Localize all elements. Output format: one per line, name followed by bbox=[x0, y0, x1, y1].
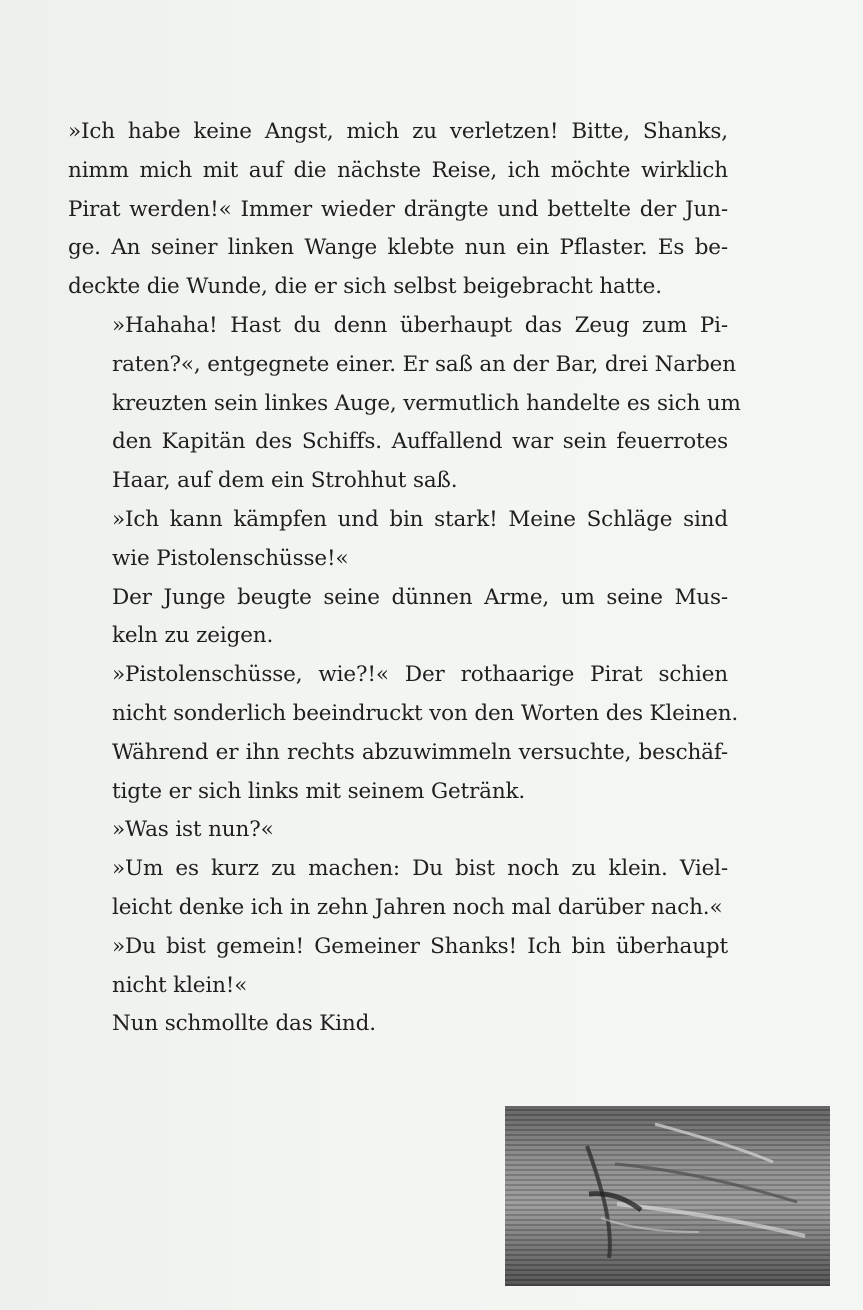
text-line: »Was ist nun?« bbox=[112, 817, 274, 843]
paragraph bbox=[68, 113, 728, 307]
text-line: deckte die Wunde, die er sich selbst beigebracht hatte. bbox=[68, 274, 662, 300]
text-line: »Pistolenschüsse, wie?!« Der rothaarige Pirat schien bbox=[112, 662, 728, 688]
text-line: Haar, auf dem ein Strohhut saß. bbox=[112, 468, 458, 494]
body-text bbox=[68, 113, 741, 1044]
text-line: keln zu zeigen. bbox=[112, 623, 274, 649]
paragraph bbox=[68, 928, 728, 1006]
text-line: tigte er sich links mit seinem Getränk. bbox=[112, 778, 526, 804]
paragraph bbox=[68, 811, 728, 850]
illustration-fragment bbox=[505, 1106, 830, 1286]
text-line: Der Junge beugte seine dünnen Arme, um seine Mus- bbox=[112, 584, 728, 610]
text-line: Pirat werden!« Immer wieder drängte und bettelte der Jun- bbox=[68, 196, 728, 222]
text-line: »Hahaha! Hast du denn überhaupt das Zeug zum Pi- bbox=[112, 312, 728, 338]
text-line: den Kapitän des Schiffs. Auffallend war sein feuerrotes bbox=[112, 429, 728, 455]
text-line: nimm mich mit auf die nächste Reise, ich möchte wirklich bbox=[68, 157, 728, 183]
paragraph bbox=[68, 501, 728, 579]
paragraph bbox=[68, 656, 739, 811]
paragraph bbox=[68, 850, 728, 928]
text-line: »Du bist gemein! Gemeiner Shanks! Ich bin überhaupt bbox=[112, 933, 728, 959]
text-line: »Ich habe keine Angst, mich zu verletzen! Bitte, Shanks, bbox=[68, 119, 728, 144]
text-line: Nun schmollte das Kind. bbox=[112, 1011, 376, 1037]
text-line: leicht denke ich in zehn Jahren noch mal darüber nach.« bbox=[112, 894, 723, 920]
text-line: nicht klein!« bbox=[112, 972, 248, 998]
text-line: ge. An seiner linken Wange klebte nun ein Pflaster. Es be- bbox=[68, 235, 728, 261]
text-line: raten?«, entgegnete einer. Er saß an der Bar, drei Narben bbox=[112, 351, 736, 377]
paragraph bbox=[68, 307, 741, 501]
text-line: »Um es kurz zu machen: Du bist noch zu klein. Viel- bbox=[112, 856, 728, 882]
text-line: kreuzten sein linkes Auge, vermutlich handelte es sich um bbox=[112, 390, 741, 416]
text-line: »Ich kann kämpfen und bin stark! Meine Schläge sind bbox=[112, 506, 728, 532]
paragraph bbox=[68, 579, 728, 657]
text-line: Während er ihn rechts abzuwimmeln versuchte, beschäf- bbox=[112, 739, 728, 765]
text-line: wie Pistolenschüsse!« bbox=[112, 545, 349, 571]
manga-illustration-fragment-icon bbox=[505, 1106, 830, 1286]
text-line: nicht sonderlich beeindruckt von den Worten des Kleinen. bbox=[112, 700, 739, 726]
paragraph bbox=[68, 1005, 728, 1044]
